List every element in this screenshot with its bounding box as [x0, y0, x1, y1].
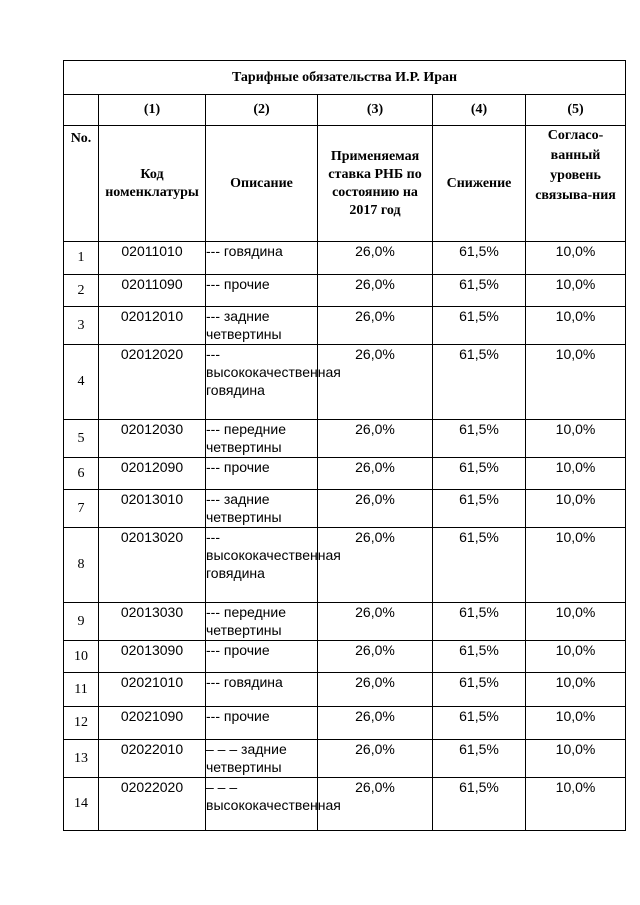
row-reduction: 61,5%: [433, 603, 526, 641]
tariff-table: [63, 60, 626, 831]
table-row: [64, 641, 626, 673]
row-description: --- прочие: [206, 275, 318, 307]
row-number: 3: [64, 307, 99, 345]
row-code: 02021010: [99, 673, 206, 707]
row-description: – – – высококачественная: [206, 778, 318, 831]
row-reduction: 61,5%: [433, 420, 526, 458]
table-row: [64, 345, 626, 420]
row-description: --- передние четвертины: [206, 420, 318, 458]
table-row: [64, 673, 626, 707]
column-number-2: (2): [206, 95, 318, 126]
row-bound-level: 10,0%: [526, 275, 626, 307]
row-code: 02012020: [99, 345, 206, 420]
row-applied-rate: 26,0%: [318, 345, 433, 420]
row-number: 5: [64, 420, 99, 458]
row-bound-level: 10,0%: [526, 740, 626, 778]
row-bound-level: 10,0%: [526, 345, 626, 420]
row-bound-level: 10,0%: [526, 778, 626, 831]
row-number: 10: [64, 641, 99, 673]
row-bound-level: 10,0%: [526, 307, 626, 345]
table-row: [64, 740, 626, 778]
row-code: 02021090: [99, 707, 206, 740]
row-description: --- передние четвертины: [206, 603, 318, 641]
table-row: [64, 307, 626, 345]
table-row: [64, 490, 626, 528]
table-row: [64, 275, 626, 307]
row-number: 2: [64, 275, 99, 307]
row-applied-rate: 26,0%: [318, 458, 433, 490]
row-number: 8: [64, 528, 99, 603]
row-applied-rate: 26,0%: [318, 603, 433, 641]
row-reduction: 61,5%: [433, 275, 526, 307]
row-code: 02012010: [99, 307, 206, 345]
row-number: 13: [64, 740, 99, 778]
row-number: 6: [64, 458, 99, 490]
header-code: Код номенклатуры: [99, 126, 206, 242]
row-number: 1: [64, 242, 99, 275]
row-applied-rate: 26,0%: [318, 641, 433, 673]
row-description: --- говядина: [206, 673, 318, 707]
row-code: 02013090: [99, 641, 206, 673]
row-code: 02013030: [99, 603, 206, 641]
column-number-row: [64, 95, 626, 126]
row-code: 02012030: [99, 420, 206, 458]
row-description: --- задние четвертины: [206, 307, 318, 345]
row-number: 14: [64, 778, 99, 831]
row-reduction: 61,5%: [433, 673, 526, 707]
column-number-1: (1): [99, 95, 206, 126]
row-applied-rate: 26,0%: [318, 307, 433, 345]
title-row: [64, 61, 626, 95]
row-bound-level: 10,0%: [526, 490, 626, 528]
row-applied-rate: 26,0%: [318, 420, 433, 458]
row-description: --- высококачественная говядина: [206, 345, 318, 420]
row-reduction: 61,5%: [433, 307, 526, 345]
row-applied-rate: 26,0%: [318, 707, 433, 740]
table-row: [64, 242, 626, 275]
row-reduction: 61,5%: [433, 778, 526, 831]
header-no: No.: [64, 126, 99, 242]
row-number: 7: [64, 490, 99, 528]
row-number: 11: [64, 673, 99, 707]
column-number-4: (4): [433, 95, 526, 126]
column-number-blank: [64, 95, 99, 126]
table-title: Тарифные обязательства И.Р. Иран: [64, 61, 626, 95]
row-reduction: 61,5%: [433, 458, 526, 490]
row-code: 02013010: [99, 490, 206, 528]
row-bound-level: 10,0%: [526, 673, 626, 707]
row-bound-level: 10,0%: [526, 603, 626, 641]
row-description: – – – задние четвертины: [206, 740, 318, 778]
row-description: --- высококачественная говядина: [206, 528, 318, 603]
header-row: [64, 126, 626, 242]
table-row: [64, 603, 626, 641]
header-applied-rate: Применяемая ставка РНБ по состоянию на 2017 год: [318, 126, 433, 242]
row-reduction: 61,5%: [433, 707, 526, 740]
row-reduction: 61,5%: [433, 740, 526, 778]
row-applied-rate: 26,0%: [318, 490, 433, 528]
header-bound-level: Согласо-ванный уровень связыва-ния: [526, 126, 626, 242]
row-description: --- прочие: [206, 458, 318, 490]
column-number-5: (5): [526, 95, 626, 126]
row-reduction: 61,5%: [433, 345, 526, 420]
row-code: 02022010: [99, 740, 206, 778]
row-applied-rate: 26,0%: [318, 275, 433, 307]
row-reduction: 61,5%: [433, 528, 526, 603]
row-bound-level: 10,0%: [526, 528, 626, 603]
row-reduction: 61,5%: [433, 490, 526, 528]
row-description: --- прочие: [206, 641, 318, 673]
table-row: [64, 528, 626, 603]
row-applied-rate: 26,0%: [318, 242, 433, 275]
row-description: --- говядина: [206, 242, 318, 275]
row-number: 9: [64, 603, 99, 641]
row-description: --- прочие: [206, 707, 318, 740]
row-code: 02012090: [99, 458, 206, 490]
row-description: --- задние четвертины: [206, 490, 318, 528]
row-number: 12: [64, 707, 99, 740]
row-applied-rate: 26,0%: [318, 528, 433, 603]
row-applied-rate: 26,0%: [318, 740, 433, 778]
row-bound-level: 10,0%: [526, 641, 626, 673]
row-bound-level: 10,0%: [526, 242, 626, 275]
table-row: [64, 778, 626, 831]
header-description: Описание: [206, 126, 318, 242]
row-bound-level: 10,0%: [526, 707, 626, 740]
table-row: [64, 707, 626, 740]
row-code: 02011010: [99, 242, 206, 275]
row-reduction: 61,5%: [433, 641, 526, 673]
row-code: 02022020: [99, 778, 206, 831]
table-row: [64, 458, 626, 490]
row-reduction: 61,5%: [433, 242, 526, 275]
row-bound-level: 10,0%: [526, 420, 626, 458]
column-number-3: (3): [318, 95, 433, 126]
row-bound-level: 10,0%: [526, 458, 626, 490]
header-reduction: Снижение: [433, 126, 526, 242]
row-number: 4: [64, 345, 99, 420]
row-applied-rate: 26,0%: [318, 673, 433, 707]
table-row: [64, 420, 626, 458]
row-applied-rate: 26,0%: [318, 778, 433, 831]
row-code: 02013020: [99, 528, 206, 603]
row-code: 02011090: [99, 275, 206, 307]
